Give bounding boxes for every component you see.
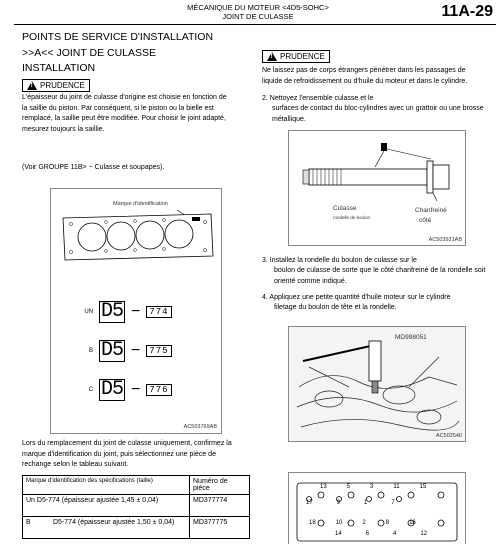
code-row-c [79,379,172,401]
sequence-number: 5 [346,484,351,490]
sequence-number: 3 [370,484,374,490]
bolt-sequence-figure [288,472,466,544]
code-dash: − [131,342,141,359]
parts-table [22,475,250,539]
header-line2: JOINT DE CULASSE [222,12,294,21]
step-4-title: 4. Appliquez une petite quantité d'huile moteur sur le cylindre [262,294,451,301]
step-3-text: boulon de culasse de sorte que le côté chanfreiné de la rondelle soit orienté comme indiqué. [274,267,486,285]
page-number: 11A-29 [441,3,493,20]
sequence-number: 14 [335,531,342,537]
header-section-title [168,3,348,21]
code-small: 775 [146,345,171,357]
mark-label: Marque d'identification [113,201,168,207]
sequence-number: 10 [335,520,343,526]
caution-badge-left [22,79,90,92]
cylinder-head-label: Culasse [333,205,357,212]
sequence-top-row [320,484,426,490]
code-small: 774 [146,306,171,318]
sequence-number: 6 [365,531,370,537]
code-list [79,301,172,401]
figure-id: AC503931AB [428,237,462,243]
step-2-title: 2. Nettoyez l'ensemble culasse et le [262,95,374,102]
header-rule [14,24,496,25]
bolt-drawing [295,139,459,205]
table-cell: MD377774 [190,495,250,517]
subsection-title: >>A<< JOINT DE CULASSE [22,47,157,59]
sequence-number: 17 [306,500,313,506]
engine-figure [288,326,466,442]
washer-label: rondelle de boulon [333,215,371,220]
sequence-number: 13 [320,484,327,490]
sequence-number: 7 [391,500,395,506]
step-3-title: 3. Installez la rondelle du boulon de culasse sur le [262,257,417,264]
sequence-number: 1 [364,500,368,506]
gasket-drawing [59,204,215,266]
sequence-number: 15 [419,484,427,490]
section-title: POINTS DE SERVICE D'INSTALLATION [22,31,214,43]
sequence-number: 18 [309,520,316,526]
bolt-figure [288,130,466,246]
gasket-figure [50,188,222,434]
figure-id: AC503769AB [183,424,217,430]
caution-label: PRUDENCE [280,52,325,61]
sequence-number: 16 [409,520,416,526]
code-big: D5 [101,300,124,323]
sequence-number: 9 [336,500,341,506]
step-2-text: surfaces de contact du bloc-cylindres avec un grattoir ou une brosse métallique. [272,105,484,123]
code-label: B [88,348,93,354]
figure-id: AC502540 [436,433,462,439]
code-small: 776 [146,384,171,396]
table-header: Marque d'identification des spécifications (taille) [23,476,190,495]
replacement-text: Lors du remplacement du joint de culasse uniquement, confirmez la marque d'identification du joint, puis sélectionnez une pièce de rechange selon le tableau suivant. [22,440,232,468]
table-row [23,517,250,539]
code-label: C [88,387,93,393]
code-dash: − [131,303,141,320]
code-label: UN [84,309,93,315]
sequence-number: 12 [420,531,428,537]
sequence-number: 4 [393,531,397,537]
reference-text: (Voir GROUPE 11B> − Culasse et soupapes). [22,164,165,171]
sequence-bottom-row-2 [335,531,427,537]
code-big: D5 [101,339,124,362]
table-cell: Un D5-774 (épaisseur ajustée 1,45 ± 0,04) [23,495,190,517]
sequence-number: 2 [362,520,366,526]
warning-icon [267,52,277,61]
sequence-number: 11 [393,484,400,490]
warning-icon [27,81,37,90]
caution-label: PRUDENCE [40,81,85,90]
code-row-b [79,340,172,362]
table-cell-text: D5-774 (épaisseur ajustée 1,50 ± 0,04) [53,519,175,526]
caution-badge-right [262,50,330,63]
code-row-un [79,301,172,323]
side-label: côté [419,217,432,224]
subsection-title-2: INSTALLATION [22,62,96,74]
sequence-mid-row [306,500,395,506]
tool-label: MD998051 [395,334,427,341]
header-line1: MÉCANIQUE DU MOTEUR <4D5-SOHC> [187,3,329,12]
table-cell: MD377775 [190,517,250,539]
table-row [23,495,250,517]
table-header-row [23,476,250,495]
step-4-text: filetage du boulon de tête et la rondelle. [274,304,397,311]
engine-drawing [289,327,465,441]
sequence-number: 8 [385,520,390,526]
code-dash: − [131,381,141,398]
table-cell [23,517,190,539]
sequence-bottom-row [309,520,416,526]
code-big: D5 [101,378,124,401]
table-cell-marker: B [26,519,31,526]
chamfer-label: Chanfreiné [415,207,447,214]
caution-text-right: Ne laissez pas de corps étrangers pénétrer dans les passages de liquide de refroidissement ou d'huile du moteur et dans le cylindre. [262,67,468,85]
caution-text-left: L'épaisseur du joint de culasse d'origine est choisie en fonction de la saillie du piston. Par conséquent, si le piston ou la bielle est remplacé, la saillie peut être modifiée. Pour choisir le joint adapté, mesurez toujours la saillie. [22,94,227,133]
table-header: Numéro de pièce [190,476,250,495]
